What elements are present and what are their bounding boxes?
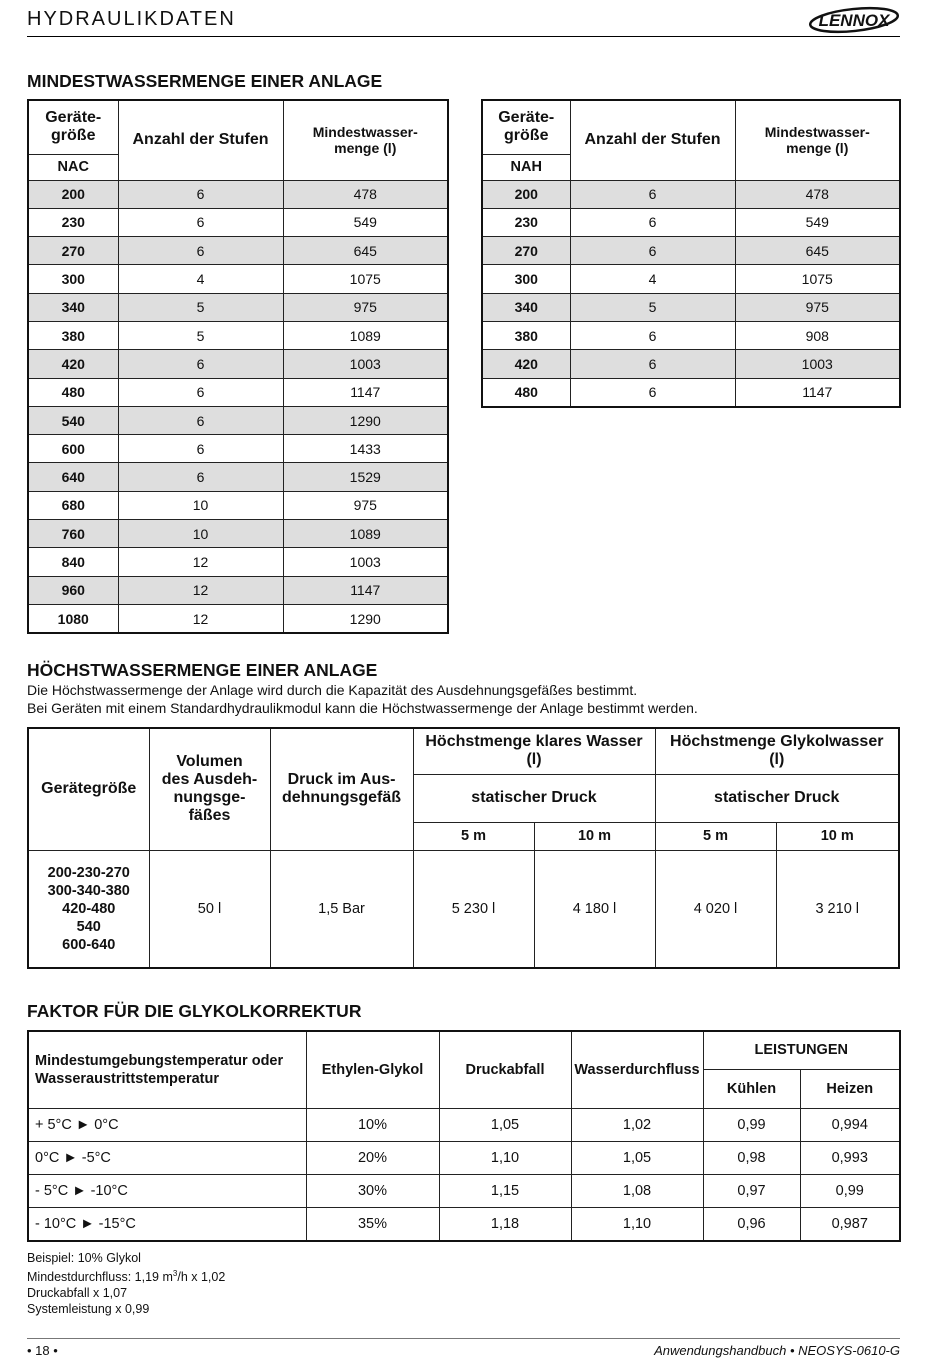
steps-cell: 6	[570, 180, 735, 208]
unit-size-cell: 680	[28, 491, 118, 519]
min-volume-cell: 645	[735, 237, 900, 265]
unit-size-cell: 960	[28, 576, 118, 604]
col-header-steps: Anzahl der Stufen	[118, 100, 283, 180]
max-water-text-2: Bei Geräten mit einem Standardhydraulikmodul kann die Höchstwassermenge der Anlage bestimmt werden.	[27, 700, 698, 716]
unit-size-cell: 340	[482, 293, 570, 321]
unit-size-cell: 230	[28, 208, 118, 236]
cooling-cell: 0,96	[703, 1207, 800, 1241]
table-row	[28, 1207, 900, 1241]
min-volume-cell: 1433	[283, 435, 448, 463]
page-number: • 18 •	[27, 1343, 58, 1358]
table-row	[28, 1141, 900, 1174]
min-volume-cell: 975	[283, 293, 448, 321]
header-10m: 10 m	[776, 822, 899, 850]
min-volume-cell: 1089	[283, 321, 448, 349]
min-volume-cell: 1075	[283, 265, 448, 293]
nah-min-water-table	[481, 99, 901, 408]
max-water-title: HÖCHSTWASSERMENGE EINER ANLAGE	[27, 660, 378, 680]
table-row	[28, 604, 448, 633]
glycol-10m-cell: 3 210 l	[776, 850, 899, 968]
pressure-drop-cell: 1,15	[439, 1174, 571, 1207]
unit-size-cell: 300	[28, 265, 118, 293]
water-flow-cell: 1,10	[571, 1207, 703, 1241]
header-water-flow: Wasserdurchfluss	[571, 1031, 703, 1108]
note-line: Systemleistung x 0,99	[27, 1302, 150, 1317]
unit-size-cell: 600	[28, 435, 118, 463]
steps-cell: 6	[118, 180, 283, 208]
table-row	[28, 576, 448, 604]
header-performance: LEISTUNGEN	[703, 1031, 900, 1069]
header-temperature: Mindestumgebungstemperatur oder Wasseraustrittstemperatur	[28, 1031, 306, 1108]
unit-size-cell: 200	[28, 180, 118, 208]
cooling-cell: 0,99	[703, 1108, 800, 1141]
footer-rule	[27, 1338, 900, 1339]
unit-size-cell: 840	[28, 548, 118, 576]
table-row	[482, 208, 900, 236]
table-row	[28, 265, 448, 293]
glycol-factor-table	[27, 1030, 901, 1242]
steps-cell: 4	[118, 265, 283, 293]
steps-cell: 6	[118, 463, 283, 491]
table-row	[482, 265, 900, 293]
unit-size-cell: 270	[28, 237, 118, 265]
min-volume-cell: 1290	[283, 604, 448, 633]
col-header-volume: Mindestwasser- menge (l)	[283, 100, 448, 180]
water-flow-cell: 1,08	[571, 1174, 703, 1207]
min-volume-cell: 478	[735, 180, 900, 208]
header-clear-water: Höchstmenge klares Wasser (l)	[413, 728, 655, 774]
steps-cell: 5	[570, 293, 735, 321]
note-line: Beispiel: 10% Glykol	[27, 1251, 141, 1265]
table-row	[28, 1174, 900, 1207]
steps-cell: 4	[570, 265, 735, 293]
table-row	[482, 293, 900, 321]
glycol-factor-title: FAKTOR FÜR DIE GLYKOLKORREKTUR	[27, 1001, 362, 1021]
table-row	[28, 1108, 900, 1141]
table-row	[28, 491, 448, 519]
min-volume-cell: 1147	[283, 576, 448, 604]
document-id: Anwendungshandbuch • NEOSYS-0610-G	[654, 1343, 900, 1358]
water-flow-cell: 1,05	[571, 1141, 703, 1174]
min-volume-cell: 908	[735, 321, 900, 349]
unit-size-cell: 230	[482, 208, 570, 236]
table-row	[28, 463, 448, 491]
min-volume-cell: 645	[283, 237, 448, 265]
steps-cell: 12	[118, 576, 283, 604]
glycol-percent-cell: 20%	[306, 1141, 439, 1174]
table-row	[28, 321, 448, 349]
example-notes	[27, 1250, 225, 1317]
pressure-drop-cell: 1,10	[439, 1141, 571, 1174]
heating-cell: 0,99	[800, 1174, 900, 1207]
header-heating: Heizen	[800, 1069, 900, 1108]
water-flow-cell: 1,02	[571, 1108, 703, 1141]
min-volume-cell: 549	[735, 208, 900, 236]
table-row	[28, 406, 448, 434]
steps-cell: 6	[118, 350, 283, 378]
volume-cell: 50 l	[149, 850, 270, 968]
min-volume-cell: 975	[283, 491, 448, 519]
unit-size-cell: 640	[28, 463, 118, 491]
min-volume-cell: 975	[735, 293, 900, 321]
table-row	[482, 378, 900, 407]
unit-size-cell: 380	[28, 321, 118, 349]
glycol-percent-cell: 10%	[306, 1108, 439, 1141]
unit-size-cell: 200	[482, 180, 570, 208]
temperature-cell: 0°C ► -5°C	[28, 1141, 306, 1174]
table-row	[482, 350, 900, 378]
unit-size-cell: 420	[482, 350, 570, 378]
min-volume-cell: 549	[283, 208, 448, 236]
clear-10m-cell: 4 180 l	[534, 850, 655, 968]
steps-cell: 5	[118, 293, 283, 321]
header-static-pressure: statischer Druck	[413, 774, 655, 822]
header-expansion-volume: Volumen des Ausdeh- nungsge- fäßes	[149, 728, 270, 850]
col-header-steps: Anzahl der Stufen	[570, 100, 735, 180]
steps-cell: 6	[118, 237, 283, 265]
steps-cell: 12	[118, 604, 283, 633]
unit-size-cell: 420	[28, 350, 118, 378]
nac-min-water-table	[27, 99, 449, 634]
pressure-cell: 1,5 Bar	[270, 850, 413, 968]
table-row	[28, 378, 448, 406]
unit-size-cell: 300	[482, 265, 570, 293]
temperature-cell: - 10°C ► -15°C	[28, 1207, 306, 1241]
table-row	[482, 180, 900, 208]
cooling-cell: 0,98	[703, 1141, 800, 1174]
min-volume-cell: 1075	[735, 265, 900, 293]
header-5m: 5 m	[413, 822, 534, 850]
svg-text:LENNOX: LENNOX	[818, 11, 890, 30]
unit-size-cell: 540	[28, 406, 118, 434]
unit-size-cell: 480	[482, 378, 570, 407]
table-row	[28, 435, 448, 463]
steps-cell: 10	[118, 491, 283, 519]
heating-cell: 0,994	[800, 1108, 900, 1141]
glycol-percent-cell: 35%	[306, 1207, 439, 1241]
header-5m: 5 m	[655, 822, 776, 850]
sizes-cell: 200-230-270 300-340-380 420-480 540 600-640	[28, 850, 149, 968]
header-glycol-water: Höchstmenge Glykolwasser (l)	[655, 728, 899, 774]
min-volume-cell: 1003	[283, 350, 448, 378]
pressure-drop-cell: 1,18	[439, 1207, 571, 1241]
unit-size-cell: 270	[482, 237, 570, 265]
table-row	[28, 208, 448, 236]
steps-cell: 6	[570, 378, 735, 407]
table-row	[28, 237, 448, 265]
steps-cell: 6	[118, 208, 283, 236]
unit-size-cell: 480	[28, 378, 118, 406]
steps-cell: 5	[118, 321, 283, 349]
table-row	[482, 237, 900, 265]
header-expansion-pressure: Druck im Aus- dehnungsgefäß	[270, 728, 413, 850]
min-water-title: MINDESTWASSERMENGE EINER ANLAGE	[27, 71, 383, 91]
table-row	[28, 520, 448, 548]
col-header-size: Geräte- größe	[28, 100, 118, 154]
min-volume-cell: 1290	[283, 406, 448, 434]
note-line: Mindestdurchfluss: 1,19 $m^3/h$ x 1,02	[27, 1269, 226, 1285]
table-row	[28, 548, 448, 576]
unit-size-cell: 760	[28, 520, 118, 548]
temperature-cell: - 5°C ► -10°C	[28, 1174, 306, 1207]
min-volume-cell: 1147	[735, 378, 900, 407]
table-row	[28, 350, 448, 378]
pressure-drop-cell: 1,05	[439, 1108, 571, 1141]
steps-cell: 6	[570, 208, 735, 236]
max-water-table	[27, 727, 900, 969]
lennox-logo	[808, 6, 900, 34]
steps-cell: 6	[570, 350, 735, 378]
header-cooling: Kühlen	[703, 1069, 800, 1108]
steps-cell: 6	[118, 435, 283, 463]
min-volume-cell: 478	[283, 180, 448, 208]
max-water-text-1: Die Höchstwassermenge der Anlage wird durch die Kapazität des Ausdehnungsgefäßes bestimmt.	[27, 682, 638, 698]
heating-cell: 0,987	[800, 1207, 900, 1241]
steps-cell: 6	[118, 378, 283, 406]
page-header-title: HYDRAULIKDATEN	[27, 8, 236, 30]
cooling-cell: 0,97	[703, 1174, 800, 1207]
unit-size-cell: 380	[482, 321, 570, 349]
table-row	[482, 321, 900, 349]
header-ethylene-glycol: Ethylen-Glykol	[306, 1031, 439, 1108]
col-header-volume: Mindestwasser- menge (l)	[735, 100, 900, 180]
min-volume-cell: 1003	[283, 548, 448, 576]
min-volume-cell: 1089	[283, 520, 448, 548]
min-volume-cell: 1529	[283, 463, 448, 491]
glycol-5m-cell: 4 020 l	[655, 850, 776, 968]
header-size: Gerätegröße	[28, 728, 149, 850]
steps-cell: 12	[118, 548, 283, 576]
unit-size-cell: 1080	[28, 604, 118, 633]
header-static-pressure: statischer Druck	[655, 774, 899, 822]
temperature-cell: + 5°C ► 0°C	[28, 1108, 306, 1141]
note-line: Druckabfall x 1,07	[27, 1286, 128, 1301]
clear-5m-cell: 5 230 l	[413, 850, 534, 968]
table-row	[28, 180, 448, 208]
steps-cell: 6	[570, 321, 735, 349]
steps-cell: 6	[570, 237, 735, 265]
model-label: NAH	[482, 154, 570, 180]
heating-cell: 0,993	[800, 1141, 900, 1174]
min-volume-cell: 1003	[735, 350, 900, 378]
header-rule	[27, 36, 900, 37]
steps-cell: 10	[118, 520, 283, 548]
model-label: NAC	[28, 154, 118, 180]
header-10m: 10 m	[534, 822, 655, 850]
header-pressure-drop: Druckabfall	[439, 1031, 571, 1108]
unit-size-cell: 340	[28, 293, 118, 321]
glycol-percent-cell: 30%	[306, 1174, 439, 1207]
steps-cell: 6	[118, 406, 283, 434]
col-header-size: Geräte- größe	[482, 100, 570, 154]
table-row	[28, 293, 448, 321]
min-volume-cell: 1147	[283, 378, 448, 406]
